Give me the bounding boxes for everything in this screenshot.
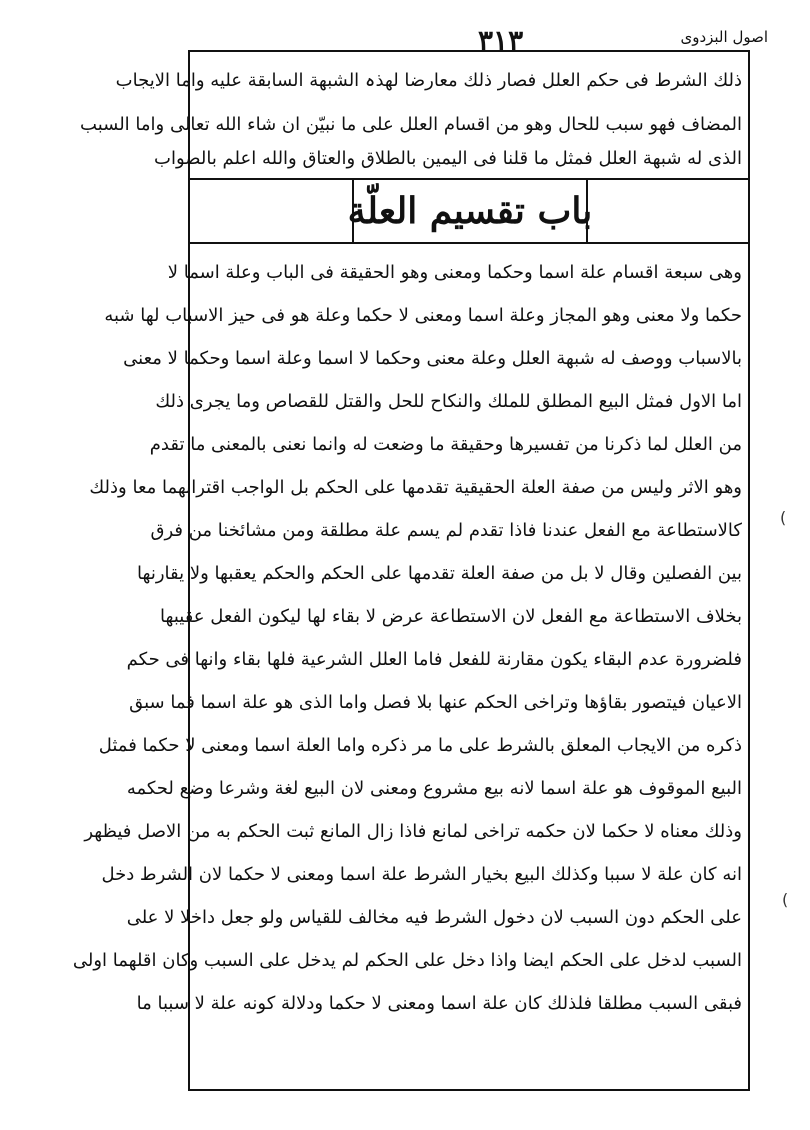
body-text-line: وذلك معناه لا حکما لان حکمه تراخی لمانع فاذا زال المانع ثبت الحکم به من الاصل فیظهر (84, 821, 742, 842)
body-text-line: وهو الاثر ولیس من صفة العلة الحقیقیة تقدمها علی الحکم بل الواجب اقترانهما معا وذلك (89, 477, 742, 498)
body-text-line: بالاسباب ووصف له شبهة العلل وعلة معنی وحکما لا اسما وعلة اسما وحکما لا معنی (123, 348, 742, 369)
body-text-line: کالاستطاعة مع الفعل عندنا فاذا تقدم لم یسم علة مطلقة ومن مشائخنا من فرق (150, 520, 742, 541)
margin-mark: ( (782, 890, 789, 909)
body-text-line: فلضرورة عدم البقاء یکون مقارنة للفعل فاما العلل الشرعیة فلها بقاء وانها فی حکم (126, 649, 742, 670)
body-text-line: اما الاول فمثل البیع المطلق للملك والنکاح للحل والقتل للقصاص وما یجری ذلك (155, 391, 742, 412)
body-text-line: بخلاف الاستطاعة مع الفعل لان الاستطاعة عرض لا بقاء لها لیکون الفعل عقیبها (160, 606, 742, 627)
top-text-line: الذی له شبهة العلل فمثل ما قلنا فی الیمین بالطلاق والعتاق والله اعلم بالصواب (154, 148, 742, 169)
body-text-line: فبقی السبب مطلقا فلذلك کان علة اسما ومعنی لا حکما ودلالة کونه علة لا سببا ما (136, 993, 742, 1014)
body-text-line: من العلل لما ذکرنا من تفسیرها وحقیقة ما وضعت له وانما نعنی بالمعنی ما تقدم (149, 434, 742, 455)
page-number: ٣١٣ (478, 24, 524, 57)
body-text-line: انه کان علة لا سببا وکذلك البیع بخیار الشرط علة اسما ومعنی لا حکما لان الشرط دخل (101, 864, 742, 885)
book-title: اصول البزدوی (680, 28, 768, 46)
divider-bottom (188, 242, 750, 244)
body-text-line: الاعیان فیتصور بقاؤها وتراخی الحکم عنها بلا فصل واما الذی هو علة اسما فما سبق (129, 692, 742, 713)
margin-mark: ( (780, 508, 787, 527)
chapter-heading-box (347, 180, 593, 242)
body-text-line: ذکره من الایجاب المعلق بالشرط علی ما مر ذکره واما العلة اسما ومعنی لا حکما فمثل (98, 735, 742, 756)
chapter-title: باب تقسیم العلّة (347, 190, 593, 232)
body-text-line: بین الفصلین وقال لا بل من صفة العلة تقدمها علی الحکم والحکم یعقبها ولا یقارنها (137, 563, 742, 584)
top-text-line: المضاف فهو سبب للحال وهو من اقسام العلل علی ما نبیّن ان شاء الله تعالی واما السبب (80, 114, 742, 135)
top-text-line: ذلك الشرط فی حکم العلل فصار ذلك معارضا لهذہ الشبهة السابقة علیه واما الایجاب (115, 70, 742, 91)
body-text-line: حکما ولا معنی وهو المجاز وعلة اسما ومعنی لا حکما وعلة هو فی حیز الاسباب لها شبه (104, 305, 742, 326)
body-text-line: علی الحکم دون السبب لان دخول الشرط فیه مخالف للقیاس ولو جعل داخلا لا علی (126, 907, 742, 928)
body-text-line: وهی سبعة اقسام علة اسما وحکما ومعنی وهو الحقیقة فی الباب وعلة اسما لا (167, 262, 742, 283)
body-text-line: السبب لدخل علی الحکم ایضا واذا دخل علی الحکم لم یدخل علی السبب وکان اقلهما اولی (72, 950, 742, 971)
body-text-line: البیع الموقوف هو علة اسما لانه بیع مشروع ومعنی لان البیع لغة وشرعا وضع لحکمه (126, 778, 742, 799)
